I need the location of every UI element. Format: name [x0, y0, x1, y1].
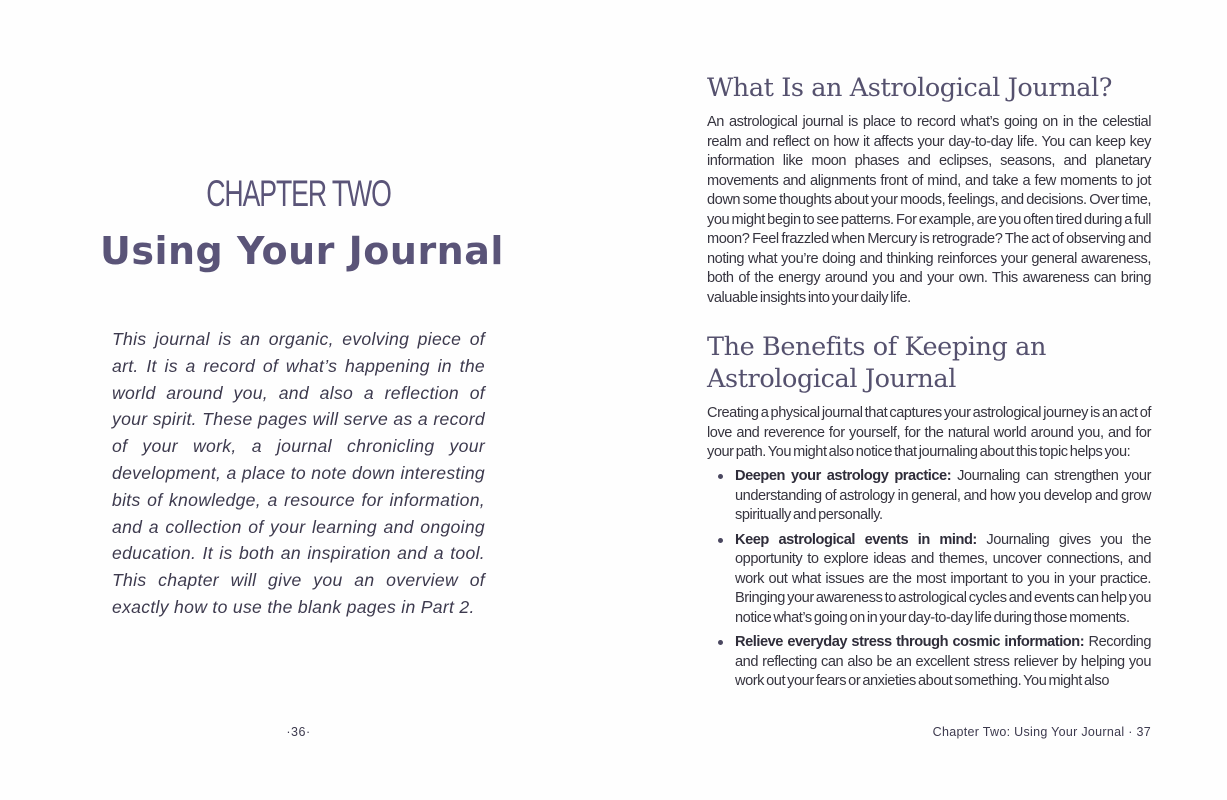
chapter-title: Using Your Journal: [100, 229, 504, 273]
section-heading-what-is: What Is an Astrological Journal?: [707, 73, 1113, 103]
benefits-list: [707, 467, 1151, 697]
benefit-item: [707, 531, 1151, 629]
bullet-icon: [718, 640, 723, 645]
benefit-lead: Relieve everyday stress through cosmic information:: [735, 634, 1085, 650]
bullet-icon: [718, 538, 723, 543]
chapter-label: CHAPTER TWO: [206, 173, 391, 214]
section-paragraph-benefits: Creating a physical journal that captures your astrological journey is an act of love and reverence for yourself, for the natural world around you, and for your path. You might also notice that journaling about this topic helps you:: [707, 405, 1151, 460]
left-page: [0, 0, 613, 800]
benefit-lead: Keep astrological events in mind:: [735, 531, 977, 548]
bullet-icon: [718, 474, 723, 479]
benefit-text: Journaling can strengthen your understanding of astrology in general, and how you develop and grow spiritually and personally.: [735, 468, 1151, 523]
section-paragraph-what-is: An astrological journal is place to record what’s going on in the celestial realm and reflect on how it affects your day-to-day life. You can keep key information like moon phases and eclipses, seasons, and planetary movements and alignments front of mind, and take a few moments to jot down some thoughts about your moods, feelings, and decisions. Over time, you might begin to see patterns. For example, are you often tired during a full moon? Feel frazzled when Mercury is retrograde? The act of observing and noting what you’re doing and thinking reinforces your general awareness, both of the energy around you and your own. This awareness can bring valuable insights into your daily life.: [707, 114, 1151, 306]
section-heading-benefits: The Benefits of Keeping an Astrological Journal: [707, 332, 1047, 394]
running-footer: Chapter Two: Using Your Journal · 37: [932, 725, 1151, 739]
benefit-text: Journaling gives you the opportunity to explore ideas and themes, uncover connections, and work out what issues are the most important to you in your practice. Bringing your awareness to astrological cycles and events can help you notice what’s going on in your day-to-day life during those moments.: [735, 531, 1151, 626]
page-number-left: ·36·: [286, 725, 311, 739]
right-page: [613, 0, 1227, 800]
benefit-text: Recording and reflecting can also be an excellent stress reliever by helping you work out your fears or anxieties about something. You might also: [735, 634, 1151, 689]
benefit-item: [707, 467, 1151, 526]
benefit-lead: Deepen your astrology practice:: [735, 468, 952, 484]
intro-paragraph: This journal is an organic, evolving piece of art. It is a record of what’s happening in the world around you, and also a reflection of your spirit. These pages will serve as a record of your work, a journal chronicling your development, a place to note down interesting bits of knowledge, a resource for information, and a collection of your learning and ongoing education. It is both an inspiration and a tool. This chapter will give you an overview of exactly how to use the blank pages in Part 2.: [112, 329, 485, 617]
benefit-item: [707, 633, 1151, 692]
